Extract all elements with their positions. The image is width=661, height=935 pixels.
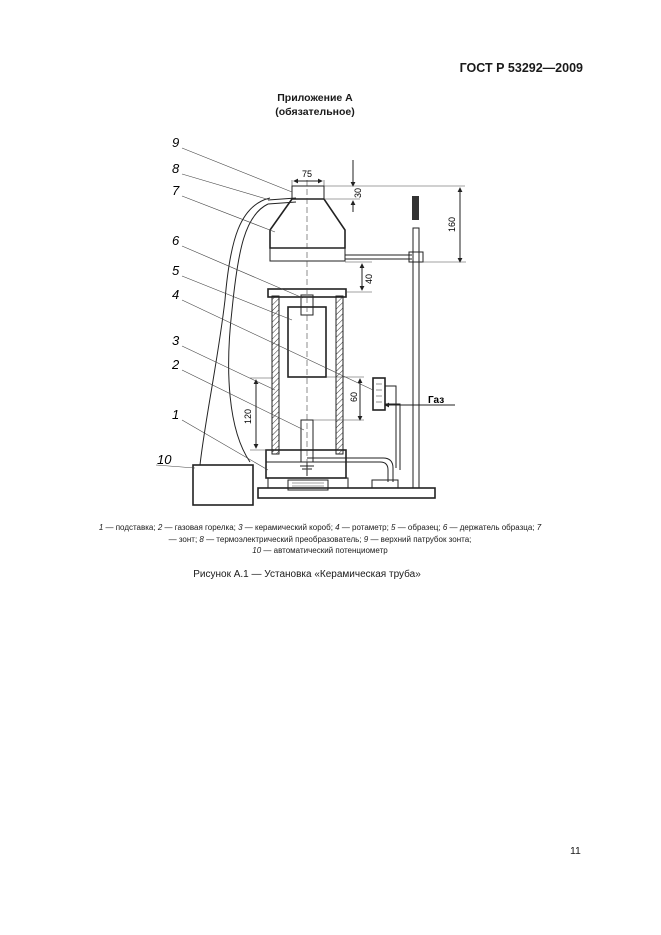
standard-code: ГОСТ Р 53292—2009 <box>459 61 583 75</box>
callout-3: 3 <box>172 333 180 348</box>
base-plate <box>258 478 435 498</box>
callout-6: 6 <box>172 233 180 248</box>
dim-clearance: 40 <box>364 273 374 284</box>
dim-hood-height: 160 <box>447 216 457 232</box>
support-rod <box>409 196 423 488</box>
callout-2: 2 <box>172 357 180 372</box>
legend-text-6: — держатель образца; <box>447 523 537 532</box>
legend-text-2: — газовая горелка; <box>162 523 239 532</box>
legend-num-2: 2 <box>157 523 163 532</box>
legend-text-5: — образец; <box>395 523 443 532</box>
annex-title: Приложение А <box>277 92 353 104</box>
legend-text-4: — ротаметр; <box>339 523 392 532</box>
page-number: 11 <box>570 845 581 857</box>
ceramic-box <box>272 296 343 454</box>
legend-text-9: — верхний патрубок зонта; <box>368 534 472 544</box>
gas-label: Газ <box>428 395 445 406</box>
dim-box-height: 120 <box>243 408 253 424</box>
callout-8: 8 <box>172 161 180 176</box>
figure-legend <box>95 522 545 557</box>
dim-top-gap: 30 <box>353 187 363 198</box>
callout-7: 7 <box>172 183 180 198</box>
legend-text-10: — автоматический потенциометр <box>261 546 388 555</box>
callout-4: 4 <box>172 287 180 302</box>
dim-top-width: 75 <box>302 169 313 179</box>
gas-burner <box>301 420 393 482</box>
legend-text-8: — термоэлектрический преобразователь; <box>203 534 364 544</box>
callout-1: 1 <box>172 407 180 422</box>
legend-text-3: — керамический короб; <box>242 523 336 532</box>
dim-sample-offset: 60 <box>349 391 359 402</box>
figure-caption: Рисунок А.1 — Установка «Керамическая труба» <box>193 569 421 580</box>
legend-text-1: — подставка; <box>103 523 158 532</box>
automatic-potentiometer <box>193 465 253 505</box>
legend-num-8: 8 <box>199 534 204 544</box>
callout-9: 9 <box>172 135 180 150</box>
callout-5: 5 <box>172 263 180 278</box>
legend-num-5: 5 <box>391 523 396 532</box>
legend-num-7: 7 <box>536 523 542 532</box>
legend-num-10: 10 <box>252 546 262 555</box>
legend-num-1: 1 <box>98 523 104 532</box>
legend-num-9: 9 <box>363 534 369 544</box>
callout-10: 10 <box>157 452 172 467</box>
legend-num-6: 6 <box>442 523 448 532</box>
annex-status: (обязательное) <box>275 106 355 118</box>
rotameter <box>373 378 455 470</box>
legend-num-3: 3 <box>238 523 243 532</box>
legend-text-7: — зонт; <box>168 534 200 544</box>
callout-numbers <box>157 135 180 467</box>
legend-num-4: 4 <box>335 523 340 532</box>
